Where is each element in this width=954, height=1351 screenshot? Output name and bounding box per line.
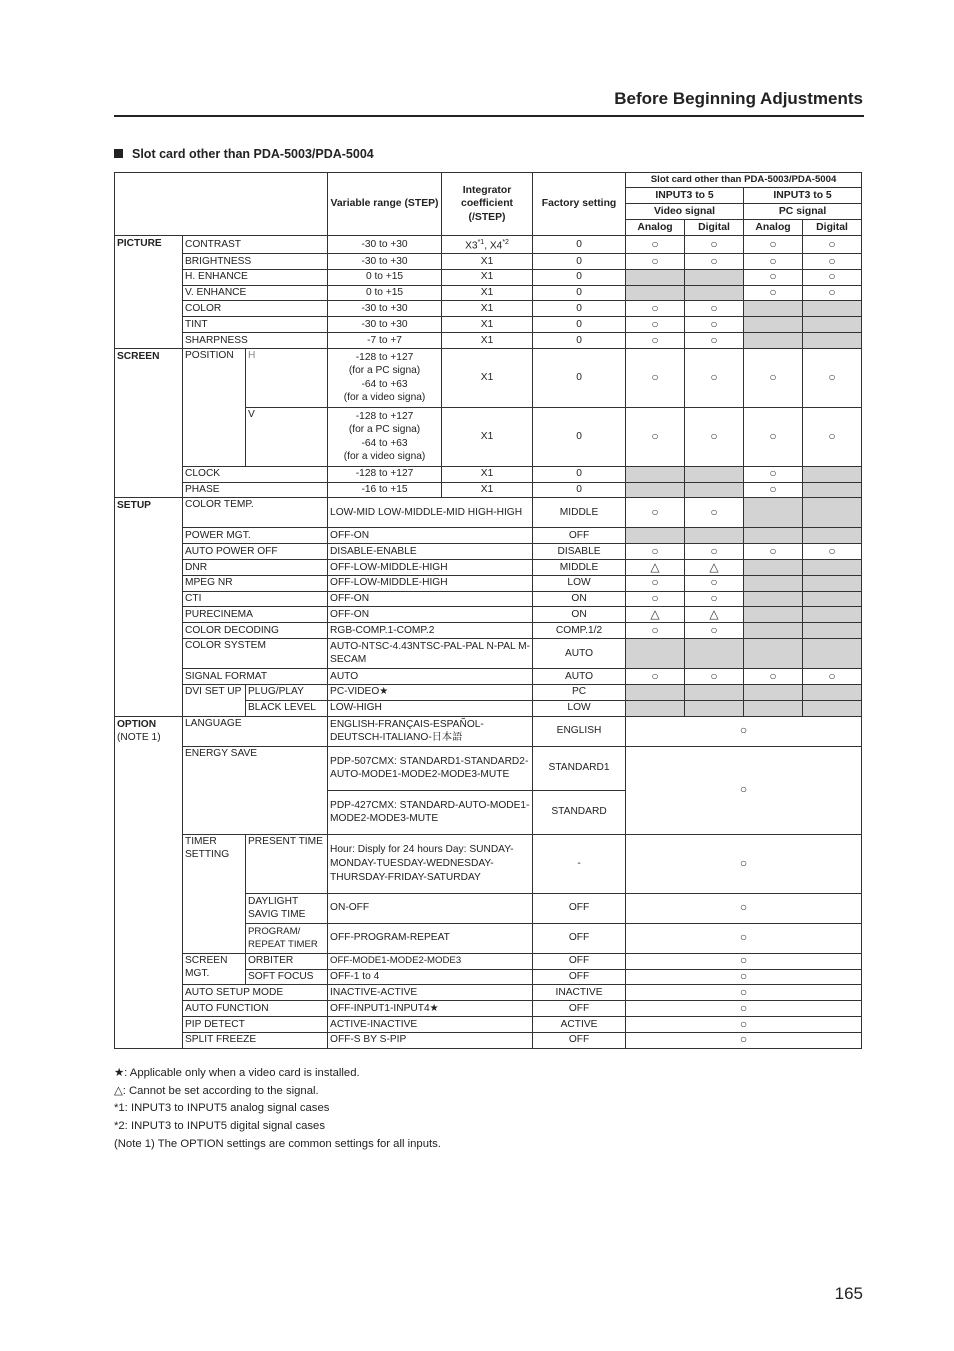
item-daylight-saving: DAYLIGHT SAVIG TIME bbox=[246, 893, 328, 923]
item-clock: CLOCK bbox=[183, 466, 328, 482]
range-cell: AUTO bbox=[328, 668, 533, 684]
circle-icon: ○ bbox=[626, 716, 862, 746]
unavailable-cell bbox=[744, 559, 803, 575]
circle-icon: ○ bbox=[685, 236, 744, 254]
circle-icon: ○ bbox=[744, 348, 803, 407]
circle-icon: ○ bbox=[626, 1032, 862, 1048]
factory-cell: 0 bbox=[533, 348, 626, 407]
circle-icon: ○ bbox=[803, 285, 862, 301]
factory-cell: OFF bbox=[533, 1032, 626, 1048]
circle-icon: ○ bbox=[685, 623, 744, 639]
coef-cell: X1 bbox=[442, 466, 533, 482]
unavailable-cell bbox=[626, 269, 685, 285]
item-timer-setting: TIMER SETTING bbox=[183, 834, 246, 953]
circle-icon: ○ bbox=[803, 407, 862, 466]
circle-icon: ○ bbox=[626, 591, 685, 607]
circle-icon: ○ bbox=[744, 668, 803, 684]
item-sharpness: SHARPNESS bbox=[183, 332, 328, 348]
range-cell: AUTO-NTSC-4.43NTSC-PAL-PAL N-PAL M-SECAM bbox=[328, 638, 533, 668]
unavailable-cell bbox=[744, 528, 803, 544]
footnote: *1: INPUT3 to INPUT5 analog signal cases bbox=[114, 1102, 330, 1115]
range-line: (for a video signa) bbox=[343, 392, 426, 404]
factory-cell: ON bbox=[533, 607, 626, 623]
unavailable-cell bbox=[685, 684, 744, 700]
range-cell: OFF-MODE1-MODE2-MODE3 bbox=[328, 953, 533, 969]
unavailable-cell bbox=[685, 466, 744, 482]
circle-icon: ○ bbox=[626, 348, 685, 407]
circle-icon: ○ bbox=[626, 923, 862, 953]
unavailable-cell bbox=[803, 575, 862, 591]
item-program-repeat: PROGRAM/ REPEAT TIMER bbox=[246, 923, 328, 953]
item-color: COLOR bbox=[183, 301, 328, 317]
item-dnr: DNR bbox=[183, 559, 328, 575]
section-title bbox=[114, 147, 374, 161]
slot-card-header: Slot card other than PDA-5003/PDA-5004 bbox=[626, 173, 862, 188]
category-option-label: OPTION bbox=[117, 718, 157, 730]
factory-cell: OFF bbox=[533, 923, 626, 953]
triangle-icon: △ bbox=[685, 607, 744, 623]
unavailable-cell bbox=[626, 528, 685, 544]
range-cell: OFF-LOW-MIDDLE-HIGH bbox=[328, 575, 533, 591]
unavailable-cell bbox=[803, 700, 862, 716]
factory-cell: ON bbox=[533, 591, 626, 607]
range-line: (for a PC signa) bbox=[348, 424, 421, 436]
factory-cell: STANDARD bbox=[533, 790, 626, 834]
range-cell: INACTIVE-ACTIVE bbox=[328, 985, 533, 1001]
range-line: -64 to +63 bbox=[361, 378, 408, 390]
circle-icon: ○ bbox=[626, 746, 862, 834]
coef-cell: X1 bbox=[442, 285, 533, 301]
circle-icon: ○ bbox=[744, 236, 803, 254]
coef-cell: X1 bbox=[442, 301, 533, 317]
footnote: ★: Applicable only when a video card is installed. bbox=[114, 1067, 360, 1079]
item-present-time: PRESENT TIME bbox=[246, 834, 328, 893]
factory-cell: 0 bbox=[533, 332, 626, 348]
variable-range-header: Variable range (STEP) bbox=[328, 173, 442, 236]
unavailable-cell bbox=[744, 575, 803, 591]
factory-cell: PC bbox=[533, 684, 626, 700]
range-cell: PDP-507CMX: STANDARD1-STANDARD2-AUTO-MODE1-MODE2-MODE3-MUTE bbox=[328, 746, 533, 790]
factory-setting-header: Factory setting bbox=[533, 173, 626, 236]
item-tint: TINT bbox=[183, 317, 328, 333]
circle-icon: ○ bbox=[626, 236, 685, 254]
factory-cell: 0 bbox=[533, 269, 626, 285]
factory-cell: LOW bbox=[533, 575, 626, 591]
range-cell: -16 to +15 bbox=[328, 482, 442, 498]
item-position: POSITION bbox=[183, 348, 246, 466]
coef-cell: X1 bbox=[442, 253, 533, 269]
factory-cell: 0 bbox=[533, 253, 626, 269]
position-h-range bbox=[328, 348, 442, 407]
item-dvi-setup: DVI SET UP bbox=[183, 684, 246, 716]
coef-cell: X1 bbox=[442, 482, 533, 498]
factory-cell: ENGLISH bbox=[533, 716, 626, 746]
item-split-freeze: SPLIT FREEZE bbox=[183, 1032, 328, 1048]
item-orbiter: ORBITER bbox=[246, 953, 328, 969]
range-line: -64 to +63 bbox=[361, 437, 408, 449]
factory-cell: OFF bbox=[533, 953, 626, 969]
circle-icon: ○ bbox=[626, 301, 685, 317]
unavailable-cell bbox=[744, 301, 803, 317]
coef-cell: X1 bbox=[442, 269, 533, 285]
circle-icon: ○ bbox=[626, 969, 862, 985]
unavailable-cell bbox=[803, 591, 862, 607]
category-picture: PICTURE bbox=[115, 236, 183, 349]
circle-icon: ○ bbox=[803, 269, 862, 285]
unavailable-cell bbox=[744, 607, 803, 623]
pc-signal-header: PC signal bbox=[744, 204, 862, 220]
item-auto-function: AUTO FUNCTION bbox=[183, 1001, 328, 1017]
factory-cell: STANDARD1 bbox=[533, 746, 626, 790]
item-h-enhance: H. ENHANCE bbox=[183, 269, 328, 285]
circle-icon: ○ bbox=[685, 575, 744, 591]
unavailable-cell bbox=[744, 700, 803, 716]
category-screen: SCREEN bbox=[115, 348, 183, 498]
unavailable-cell bbox=[803, 607, 862, 623]
factory-cell: OFF bbox=[533, 1001, 626, 1017]
range-cell: -128 to +127 bbox=[328, 466, 442, 482]
factory-cell: 0 bbox=[533, 482, 626, 498]
section-title-text: Slot card other than PDA-5003/PDA-5004 bbox=[132, 147, 374, 161]
unavailable-cell bbox=[685, 528, 744, 544]
unavailable-cell bbox=[626, 285, 685, 301]
range-cell: -30 to +30 bbox=[328, 301, 442, 317]
factory-cell: COMP.1/2 bbox=[533, 623, 626, 639]
item-brightness: BRIGHTNESS bbox=[183, 253, 328, 269]
unavailable-cell bbox=[803, 528, 862, 544]
circle-icon: ○ bbox=[685, 332, 744, 348]
item-purecinema: PURECINEMA bbox=[183, 607, 328, 623]
square-bullet-icon bbox=[114, 149, 123, 158]
unavailable-cell bbox=[626, 466, 685, 482]
circle-icon: ○ bbox=[626, 575, 685, 591]
circle-icon: ○ bbox=[626, 407, 685, 466]
range-cell: OFF-ON bbox=[328, 591, 533, 607]
unavailable-cell bbox=[744, 623, 803, 639]
range-cell: ENGLISH-FRANÇAIS-ESPAÑOL-DEUTSCH-ITALIANO-日本語 bbox=[328, 716, 533, 746]
range-cell: ON-OFF bbox=[328, 893, 533, 923]
category-setup: SETUP bbox=[115, 498, 183, 716]
footnote: △: Cannot be set according to the signal. bbox=[114, 1084, 319, 1097]
footnote: (Note 1) The OPTION settings are common settings for all inputs. bbox=[114, 1137, 441, 1150]
circle-icon: ○ bbox=[626, 893, 862, 923]
range-cell: OFF-LOW-MIDDLE-HIGH bbox=[328, 559, 533, 575]
unavailable-cell bbox=[803, 332, 862, 348]
item-signal-format: SIGNAL FORMAT bbox=[183, 668, 328, 684]
circle-icon: ○ bbox=[803, 668, 862, 684]
triangle-icon: △ bbox=[626, 559, 685, 575]
unavailable-cell bbox=[744, 684, 803, 700]
factory-cell: 0 bbox=[533, 407, 626, 466]
range-cell: RGB-COMP.1-COMP.2 bbox=[328, 623, 533, 639]
coef-cell: X1 bbox=[442, 332, 533, 348]
circle-icon: ○ bbox=[685, 591, 744, 607]
header-corner bbox=[115, 173, 328, 236]
range-line: -128 to +127 bbox=[355, 351, 414, 363]
page-header-title: Before Beginning Adjustments bbox=[614, 89, 863, 108]
unavailable-cell bbox=[803, 684, 862, 700]
range-cell: OFF-1 to 4 bbox=[328, 969, 533, 985]
digital-header: Digital bbox=[803, 220, 862, 236]
footnote: *2: INPUT3 to INPUT5 digital signal cases bbox=[114, 1120, 325, 1133]
circle-icon: ○ bbox=[685, 498, 744, 528]
unavailable-cell bbox=[685, 269, 744, 285]
item-power-mgt: POWER MGT. bbox=[183, 528, 328, 544]
circle-icon: ○ bbox=[744, 482, 803, 498]
factory-cell: 0 bbox=[533, 317, 626, 333]
range-cell: OFF-ON bbox=[328, 528, 533, 544]
integrator-header: Integrator coefficient (/STEP) bbox=[442, 173, 533, 236]
position-v-label: V bbox=[246, 407, 328, 466]
unavailable-cell bbox=[744, 498, 803, 528]
factory-cell: AUTO bbox=[533, 668, 626, 684]
circle-icon: ○ bbox=[626, 953, 862, 969]
coef-cell: X1 bbox=[442, 317, 533, 333]
factory-cell: - bbox=[533, 834, 626, 893]
unavailable-cell bbox=[803, 466, 862, 482]
factory-cell: 0 bbox=[533, 236, 626, 254]
item-cti: CTI bbox=[183, 591, 328, 607]
circle-icon: ○ bbox=[803, 348, 862, 407]
unavailable-cell bbox=[744, 332, 803, 348]
range-line: (for a video signa) bbox=[343, 451, 426, 463]
item-mpeg-nr: MPEG NR bbox=[183, 575, 328, 591]
circle-icon: ○ bbox=[626, 317, 685, 333]
circle-icon: ○ bbox=[744, 253, 803, 269]
unavailable-cell bbox=[803, 638, 862, 668]
range-cell: PC-VIDEO★ bbox=[328, 684, 533, 700]
circle-icon: ○ bbox=[626, 544, 685, 560]
circle-icon: ○ bbox=[626, 834, 862, 893]
unavailable-cell bbox=[626, 482, 685, 498]
analog-header: Analog bbox=[744, 220, 803, 236]
unavailable-cell bbox=[803, 482, 862, 498]
header-rule bbox=[114, 115, 864, 117]
analog-header: Analog bbox=[626, 220, 685, 236]
circle-icon: ○ bbox=[685, 253, 744, 269]
item-soft-focus: SOFT FOCUS bbox=[246, 969, 328, 985]
range-cell: PDP-427CMX: STANDARD-AUTO-MODE1-MODE2-MODE3-MUTE bbox=[328, 790, 533, 834]
item-color-decoding: COLOR DECODING bbox=[183, 623, 328, 639]
circle-icon: ○ bbox=[685, 317, 744, 333]
unavailable-cell bbox=[744, 591, 803, 607]
unavailable-cell bbox=[685, 482, 744, 498]
factory-cell: MIDDLE bbox=[533, 559, 626, 575]
unavailable-cell bbox=[744, 638, 803, 668]
circle-icon: ○ bbox=[744, 544, 803, 560]
factory-cell: MIDDLE bbox=[533, 498, 626, 528]
category-option-note: (NOTE 1) bbox=[117, 732, 161, 744]
factory-cell: OFF bbox=[533, 893, 626, 923]
range-cell: -30 to +30 bbox=[328, 236, 442, 254]
circle-icon: ○ bbox=[626, 498, 685, 528]
item-screen-mgt: SCREEN MGT. bbox=[183, 953, 246, 985]
range-cell: 0 to +15 bbox=[328, 269, 442, 285]
coef-cell: X1 bbox=[442, 348, 533, 407]
circle-icon: ○ bbox=[626, 332, 685, 348]
circle-icon: ○ bbox=[685, 348, 744, 407]
circle-icon: ○ bbox=[626, 668, 685, 684]
item-auto-power-off: AUTO POWER OFF bbox=[183, 544, 328, 560]
position-h-label: H bbox=[246, 348, 328, 407]
circle-icon: ○ bbox=[626, 1016, 862, 1032]
unavailable-cell bbox=[685, 285, 744, 301]
range-cell: 0 to +15 bbox=[328, 285, 442, 301]
category-option bbox=[115, 716, 183, 1048]
coef-cell: X1 bbox=[442, 407, 533, 466]
factory-cell: 0 bbox=[533, 466, 626, 482]
range-cell: Hour: Disply for 24 hours Day: SUNDAY-MONDAY-TUESDAY-WEDNESDAY-THURSDAY-FRIDAY-SATURDAY bbox=[328, 834, 533, 893]
item-contrast: CONTRAST bbox=[183, 236, 328, 254]
item-phase: PHASE bbox=[183, 482, 328, 498]
item-pip-detect: PIP DETECT bbox=[183, 1016, 328, 1032]
triangle-icon: △ bbox=[685, 559, 744, 575]
item-language: LANGUAGE bbox=[183, 716, 328, 746]
unavailable-cell bbox=[685, 638, 744, 668]
circle-icon: ○ bbox=[626, 253, 685, 269]
range-cell: -7 to +7 bbox=[328, 332, 442, 348]
item-plug-play: PLUG/PLAY bbox=[246, 684, 328, 700]
range-cell: OFF-ON bbox=[328, 607, 533, 623]
factory-cell: 0 bbox=[533, 301, 626, 317]
circle-icon: ○ bbox=[685, 544, 744, 560]
unavailable-cell bbox=[803, 317, 862, 333]
circle-icon: ○ bbox=[626, 1001, 862, 1017]
settings-table bbox=[114, 172, 862, 1049]
circle-icon: ○ bbox=[685, 407, 744, 466]
range-cell: -30 to +30 bbox=[328, 253, 442, 269]
unavailable-cell bbox=[626, 684, 685, 700]
range-cell: OFF-INPUT1-INPUT4★ bbox=[328, 1001, 533, 1017]
range-line: -128 to +127 bbox=[355, 410, 414, 422]
factory-cell: DISABLE bbox=[533, 544, 626, 560]
circle-icon: ○ bbox=[744, 285, 803, 301]
range-cell: LOW-MID LOW-MIDDLE-MID HIGH-HIGH bbox=[328, 498, 533, 528]
unavailable-cell bbox=[626, 700, 685, 716]
footnotes bbox=[114, 1065, 441, 1154]
position-v-range bbox=[328, 407, 442, 466]
circle-icon: ○ bbox=[803, 253, 862, 269]
input-b-header: INPUT3 to 5 bbox=[744, 188, 862, 204]
video-signal-header: Video signal bbox=[626, 204, 744, 220]
circle-icon: ○ bbox=[685, 668, 744, 684]
factory-cell: LOW bbox=[533, 700, 626, 716]
item-energy-save: ENERGY SAVE bbox=[183, 746, 328, 834]
triangle-icon: △ bbox=[626, 607, 685, 623]
factory-cell: OFF bbox=[533, 969, 626, 985]
digital-header: Digital bbox=[685, 220, 744, 236]
circle-icon: ○ bbox=[626, 623, 685, 639]
page-number: 165 bbox=[834, 1284, 863, 1303]
factory-cell: ACTIVE bbox=[533, 1016, 626, 1032]
item-auto-setup-mode: AUTO SETUP MODE bbox=[183, 985, 328, 1001]
range-cell: ACTIVE-INACTIVE bbox=[328, 1016, 533, 1032]
item-color-temp: COLOR TEMP. bbox=[183, 498, 328, 528]
circle-icon: ○ bbox=[744, 269, 803, 285]
circle-icon: ○ bbox=[803, 236, 862, 254]
range-cell: -30 to +30 bbox=[328, 317, 442, 333]
input-a-header: INPUT3 to 5 bbox=[626, 188, 744, 204]
factory-cell: 0 bbox=[533, 285, 626, 301]
range-line: (for a PC signa) bbox=[348, 365, 421, 377]
circle-icon: ○ bbox=[803, 544, 862, 560]
unavailable-cell bbox=[626, 638, 685, 668]
unavailable-cell bbox=[685, 700, 744, 716]
item-v-enhance: V. ENHANCE bbox=[183, 285, 328, 301]
unavailable-cell bbox=[803, 623, 862, 639]
range-cell: DISABLE-ENABLE bbox=[328, 544, 533, 560]
unavailable-cell bbox=[803, 498, 862, 528]
item-color-system: COLOR SYSTEM bbox=[183, 638, 328, 668]
unavailable-cell bbox=[744, 317, 803, 333]
factory-cell: OFF bbox=[533, 528, 626, 544]
factory-cell: INACTIVE bbox=[533, 985, 626, 1001]
circle-icon: ○ bbox=[685, 301, 744, 317]
circle-icon: ○ bbox=[744, 407, 803, 466]
item-black-level: BLACK LEVEL bbox=[246, 700, 328, 716]
unavailable-cell bbox=[803, 301, 862, 317]
factory-cell: AUTO bbox=[533, 638, 626, 668]
coef-contrast: X3$^{*1}$, X4$^{*2}$ bbox=[442, 236, 533, 254]
circle-icon: ○ bbox=[744, 466, 803, 482]
unavailable-cell bbox=[803, 559, 862, 575]
circle-icon: ○ bbox=[626, 985, 862, 1001]
range-cell: OFF-S BY S-PIP bbox=[328, 1032, 533, 1048]
range-cell: LOW-HIGH bbox=[328, 700, 533, 716]
range-cell: OFF-PROGRAM-REPEAT bbox=[328, 923, 533, 953]
